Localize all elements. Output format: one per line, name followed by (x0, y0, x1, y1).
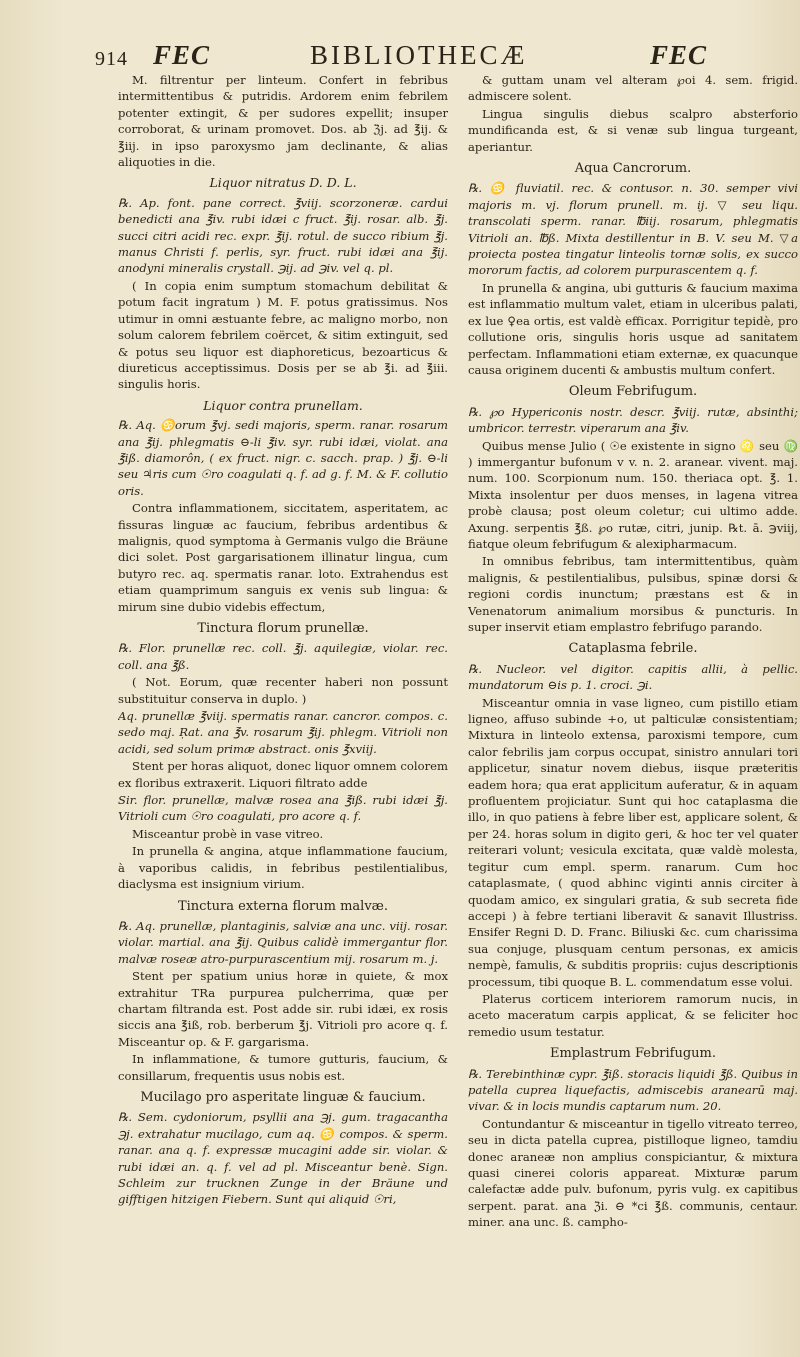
section-heading: Oleum Febrifugum. (568, 384, 698, 400)
body-paragraph: Misceantur omnia in vase ligneo, cum pistillo etiam ligneo, affuso subinde +o, ut palticulæ consistentiam; Mixtura in linteolo extensa, paroxismi tempore, cum calor febrilis jam corpus occupat, sinistro annulari tori applicetur, sinatur novem diebus, iisque præteritis eadem hora; qua erat applicitum auferatur, & in aquam profluentem projiciatur. Sunt qui hoc cataplasma die illo, in quo patiens à febre liber est, applicare solent, & per 24. horas solum in digito geri, & hoc ter vel quater reiterari volunt; vesicula excitata, quæ valdè molesta, tegitur cum empl. sperm. ranarum. Cum hoc cataplasmate, ( quod abhinc viginti annis circiter à quodam amico, ex singulari gratia, & sub secreta fide accepi ) à febre tertiani liberavit & sanavit Illustriss. Ensifer Regni D. D. Franc. Biliuski &c. cum charissima sua conjuge, plusquam centum personas, ex amicis nempè, famulis, & subditis propriis: cujus descriptionis processum, tibi quoque B. L. commendatum esse volui. (468, 695, 798, 989)
recipe-paragraph: ℞. Nucleor. vel digitor. capitis allii, à pellic. mundatorum ⊖is p. 1. croci. ℈i. (468, 661, 798, 693)
body-paragraph: Contundantur & misceantur in tigello vitreato terreo, seu in dicta patella cuprea, pistilloque ligneo, tamdiu donec araneæ non amplius conspiciantur, & mixtura quasi cinerei coloris appareat. Mixturæ parum calefactæ adde pulv. bufonum, pyris vulg. ex capitibus serpent. parat. ana ℨi. ⊖ *ci ℥ß. communis, centaur. miner. ana unc. ß. campho- (468, 1116, 798, 1230)
section-heading: Cataplasma febrile. (568, 641, 698, 657)
section-heading: Mucilago pro asperitate linguæ & faucium. (140, 1089, 426, 1105)
recipe-paragraph: ℞. Terebinthinæ cypr. ℥iß. storacis liquidi ℥ß. Quibus in patella cuprea liquefactis, admiscebis aranearū maj. vivar. & in locis mundis captarum num. 20. (468, 1066, 798, 1114)
recipe-paragraph: ℞. ℘o Hypericonis nostr. descr. ℥viij. rutæ, absinthi; umbricor. terrestr. viperarum ana ℥iv. (468, 404, 798, 436)
section-heading: Tinctura externa florum malvæ. (177, 898, 389, 914)
recipe-paragraph: ℞. Aq. ♋orum ℥vj. sedi majoris, sperm. ranar. rosarum ana ℥ij. phlegmatis ⊖-li ℥iv. syr. rubi idæi, violat. ana ℥iß. diamorôn, ( ex fruct. nigr. c. sacch. prap. ) ℥j. ⊖-li seu ♃ris cum ☉ro coagulati q. f. ad g. f. M. & F. collutio oris. (118, 418, 448, 498)
section-heading: Aqua Cancrorum. (574, 161, 692, 177)
running-head (95, 40, 765, 76)
recipe-paragraph: ℞. Ap. font. pane correct. ℥viij. scorzoneræ. cardui benedicti ana ℥iv. rubi idæi c fruct. ℥ij. rosar. alb. ℥j. succi citri acidi rec. expr. ℥ij. rotul. de succo ribium ℥j. manus Christi f. perlis, syr. fruct. rubi idæi ana ℥ij. anodyni mineralis crystall. ℈ij. ad ℈iv. vel q. pl. (118, 195, 448, 276)
body-paragraph: Platerus corticem interiorem ramorum nucis, in aceto maceratum carpis applicat, & se feliciter hoc remedio usum testatur. (468, 991, 798, 1039)
left-text-column (118, 72, 448, 1322)
body-paragraph: ( In copia enim sumptum stomachum debilitat & potum facit ingratum ) M. F. potus gratissimus. Nos utimur in omni æstuante febre, ac maligno morbo, non solum calorem febrilem coërcet, & sitim extinguit, sed & potus seu liquor est diaphoreticus, bezoarticus & diureticus acceptissimus. Dosis per se ab ℥i. ad ℥iii. singulis horis. (118, 278, 448, 392)
recipe-paragraph: ℞. ♋ fluviatil. rec. & contusor. n. 30. semper vivi majoris m. vj. florum prunell. m. ij. ▽ seu liqu. transcolati sperm. ranar. ℔iij. rosarum, phlegmatis Vitrioli an. ℔ß. Mixta destillentur in B. V. seu M. ▽a proiecta postea tingatur linteolis tornæ solis, ex succo mororum factis, ad colorem purpurascentem q. f. (468, 181, 798, 278)
recipe-paragraph: ℞. Flor. prunellæ rec. coll. ℥j. aquilegiæ, violar. rec. coll. ana ℥ß. (118, 641, 448, 672)
body-paragraph: M. filtrentur per linteum. Confert in febribus intermittentibus & putridis. Ardorem enim febrilem potenter extingit, & per sudores expellit; insuper corroborat, & urinam promovet. Dos. ab ℨj. ad ℥ij. & ℥iij. in ipso paroxysmo jam declinante, & alias aliquoties in die. (118, 73, 448, 170)
body-paragraph: In omnibus febribus, tam intermittentibus, quàm malignis, & pestilentialibus, pulsibus, spinæ dorsi & regioni cordis inunctum; præstans est & in Venenatorum animalium morsibus & puncturis. In super inservit etiam emplastro febrifugo parando. (468, 554, 798, 634)
body-paragraph: Misceantur probè in vase vitreo. (132, 826, 324, 841)
running-head-left-word: FEC (153, 40, 211, 70)
right-text-column (468, 72, 798, 1357)
body-paragraph: Stent per horas aliquot, donec liquor omnem colorem ex floribus extraxerit. Liquori filtrato adde (118, 759, 448, 790)
page-number: 914 (95, 48, 128, 70)
body-paragraph: Contra inflammationem, siccitatem, asperitatem, ac fissuras linguæ ac faucium, febribus ardentibus & malignis, quod symptoma à Germanis vulgo die Bräune dici solet. Post gargarisationem illinatur lingua, cum butyro rec. aq. spermatis ranar. loto. Extrahendus est etiam quamprimum sanguis ex venis sub lingua: & mirum sine dubio videbis effectum, (118, 501, 448, 614)
section-heading: Emplastrum Febrifugum. (549, 1046, 717, 1062)
section-heading: Liquor contra prunellam. (203, 397, 363, 413)
recipe-paragraph: ℞. Aq. prunellæ, plantaginis, salviæ ana unc. viij. rosar. violar. martial. ana ℥ij. Quibus calidè immergantur flor. malvæ roseæ atro-purpurascentium mij. rosarum m. j. (118, 918, 448, 966)
body-paragraph: In prunella & angina, ubi gutturis & faucium maxima est inflammatio multum valet, etiam in ulceribus palati, ex lue ♀ea ortis, est valdè efficax. Porrigitur tepidè, pro collutione oris, singulis horis usque ad sanitatem perfectam. Inflammationi etiam externæ, ex quacunque causa originem ducenti & ambustis multum confert. (468, 280, 798, 377)
recipe-paragraph: ℞. Sem. cydoniorum, psyllii ana ℈j. gum. tragacantha ℈j. extrahatur mucilago, cum aq. ♋ compos. & sperm. ranar. ana q. f. expressæ mucagini adde sir. violar. & rubi idæi an. q. f. vel ad pl. Misceantur benè. Sign. Schleim zur trucknen Zunge in der Bräune und gifftigen hitzigen Fiebern. Sunt qui aliquid ☉ri, (118, 1110, 448, 1207)
section-heading: Liquor nitratus D. D. L. (209, 175, 357, 191)
body-paragraph: Stent per spatium unius horæ in quiete, & mox extrahitur TRa purpurea pulcherrima, quæ per chartam filtranda est. Post adde sir. rubi idæi, ex rosis siccis ana ℥iß, rob. berberum ℥j. Vitrioli pro acore q. f. Misceantur op. & F. gargarisma. (118, 969, 448, 1049)
body-paragraph: ( Not. Eorum, quæ recenter haberi non possunt substituitur conserva in duplo. ) (118, 675, 448, 706)
body-paragraph: Quibus mense Julio ( ☉e existente in signo ♌ seu ♍ ) immergantur bufonum v v. n. 2. aranear. vivent. maj. num. 100. Scorpionum num. 150. theriaca opt. ℥. 1. Mixta insolentur per duos menses, in lagena vitrea probè clausa; post oleum coletur; cui ultimo adde. Axung. serpentis ℥ß. ℘o rutæ, citri, junip. ℞t. ā. ℈viij, fiatque oleum febrifugum & alexipharmacum. (468, 438, 798, 551)
body-paragraph: & guttam unam vel alteram ℘oi 4. sem. frigid. admiscere solent. (468, 73, 798, 104)
running-head-right-word: FEC (650, 40, 708, 70)
recipe-paragraph: Sir. flor. prunellæ, malvæ rosea ana ℥iß. rubi idæi ℥j. Vitrioli cum ☉ro coagulati, pro acore q. f. (118, 793, 448, 824)
running-head-title: BIBLIOTHECÆ (310, 40, 528, 70)
section-heading: Tinctura florum prunellæ. (197, 621, 369, 636)
body-paragraph: Lingua singulis diebus scalpro absterforio mundificanda est, & si venæ sub lingua turgeant, aperiantur. (468, 106, 798, 154)
body-paragraph: In prunella & angina, atque inflammatione faucium, à vaporibus calidis, in febribus pestilentialibus, diaclysma est insignium virium. (118, 844, 448, 892)
body-paragraph: In inflammatione, & tumore gutturis, faucium, & consillarum, frequentis usus nobis est. (118, 1052, 448, 1083)
recipe-paragraph: Aq. prunellæ ℥viij. spermatis ranar. cancror. compos. c. sedo maj. Ṛat. ana ℥v. rosarum ℥ij. phlegm. Vitrioli non acidi, sed solum primæ abstract. onis ℥xviij. (118, 709, 448, 756)
